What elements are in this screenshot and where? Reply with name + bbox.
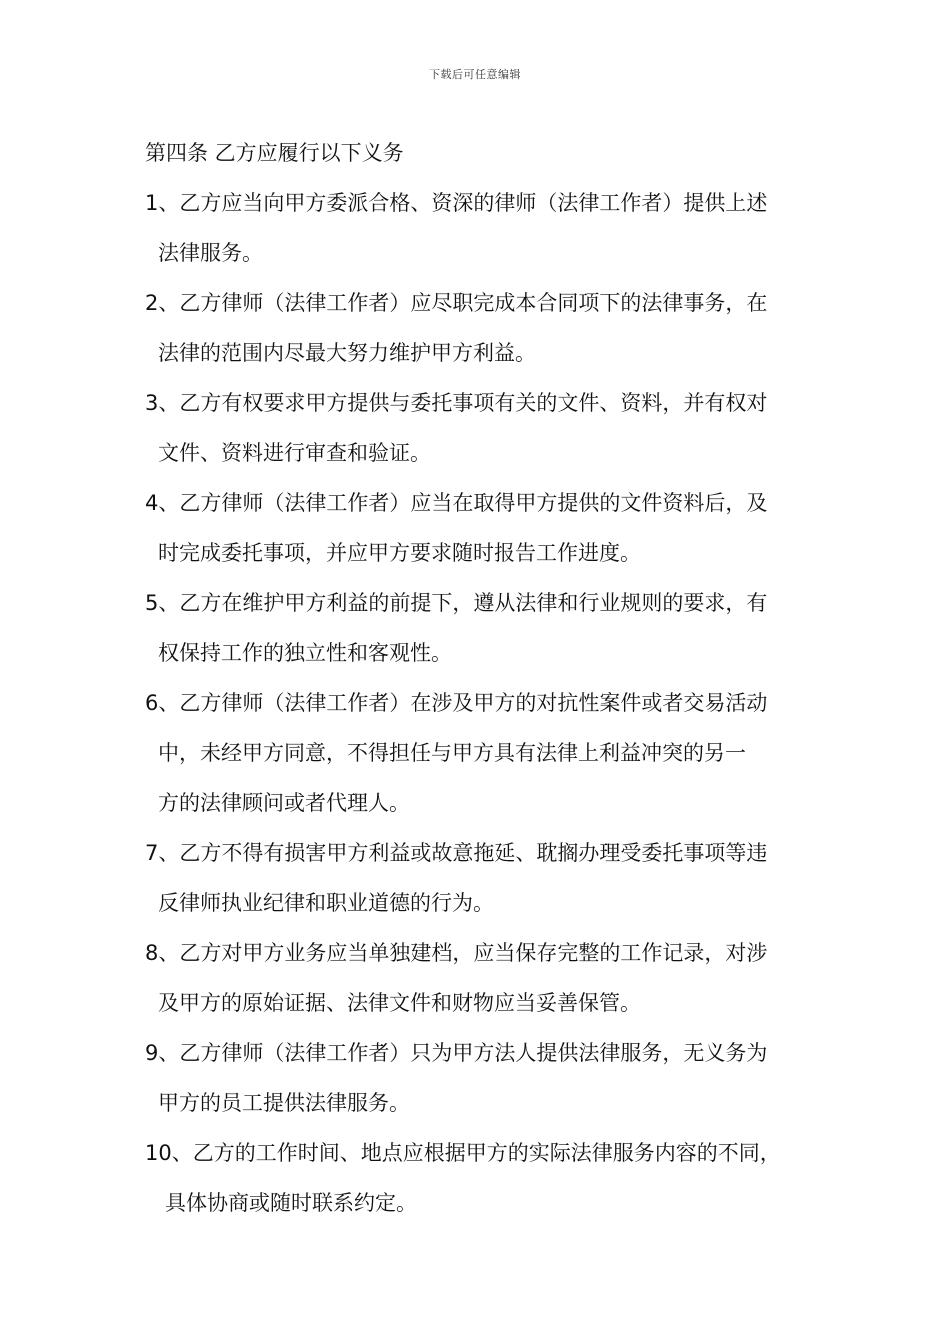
clause-line: 具体协商或随时联系约定。	[165, 1191, 417, 1215]
clause-line: 反律师执业纪律和职业道德的行为。	[158, 891, 494, 915]
clause-line: 乙方在维护甲方利益的前提下，遵从法律和行业规则的要求，有	[179, 591, 768, 615]
clause-text	[193, 1128, 810, 1178]
clause-text	[179, 178, 810, 228]
clause-line: 乙方律师（法律工作者）只为甲方法人提供法律服务，无义务为	[179, 1041, 768, 1065]
clause-text	[179, 578, 810, 628]
clause-6-cont-2	[145, 778, 810, 828]
clause-2	[145, 278, 810, 328]
article-title: 第四条 乙方应履行以下义务	[145, 141, 404, 165]
clause-number: 6、	[145, 691, 180, 715]
clause-6	[145, 678, 810, 728]
clause-7-cont	[145, 878, 810, 928]
clause-4-cont	[145, 528, 810, 578]
clause-line: 乙方律师（法律工作者）应尽职完成本合同项下的法律事务，在	[179, 291, 768, 315]
clause-line: 及甲方的原始证据、法律文件和财物应当妥善保管。	[158, 991, 641, 1015]
clause-text	[179, 928, 810, 978]
clause-line: 乙方律师（法律工作者）在涉及甲方的对抗性案件或者交易活动	[179, 691, 768, 715]
clause-number: 3、	[145, 391, 180, 415]
clause-10-cont	[145, 1178, 810, 1228]
clause-3	[145, 378, 810, 428]
clause-number: 4、	[145, 491, 180, 515]
clause-line: 乙方对甲方业务应当单独建档，应当保存完整的工作记录，对涉	[179, 941, 768, 965]
clause-text	[179, 678, 810, 728]
clause-line: 乙方有权要求甲方提供与委托事项有关的文件、资料，并有权对	[179, 391, 768, 415]
clause-number: 10、	[145, 1141, 193, 1165]
clause-text	[179, 1028, 810, 1078]
clause-number: 2、	[145, 291, 180, 315]
clause-5-cont	[145, 628, 810, 678]
clause-9-cont	[145, 1078, 810, 1128]
clause-line: 乙方不得有损害甲方利益或故意拖延、耽搁办理受委托事项等违	[179, 841, 768, 865]
clause-text	[179, 478, 810, 528]
clause-number: 8、	[145, 941, 180, 965]
clause-3-cont	[145, 428, 810, 478]
clause-7	[145, 828, 810, 878]
clause-line: 文件、资料进行审查和验证。	[158, 441, 431, 465]
clause-text	[179, 828, 810, 878]
clause-line: 方的法律顾问或者代理人。	[158, 791, 410, 815]
clause-line: 中，未经甲方同意，不得担任与甲方具有法律上利益冲突的另一	[158, 741, 746, 765]
clause-number: 9、	[145, 1041, 180, 1065]
clause-6-cont	[145, 728, 810, 778]
clause-line: 乙方的工作时间、地点应根据甲方的实际法律服务内容的不同，	[192, 1141, 781, 1165]
clause-5	[145, 578, 810, 628]
clause-text	[179, 278, 810, 328]
clause-line: 法律的范围内尽最大努力维护甲方利益。	[158, 341, 536, 365]
clause-1-cont	[145, 228, 810, 278]
clause-9	[145, 1028, 810, 1078]
clause-line: 时完成委托事项，并应甲方要求随时报告工作进度。	[158, 541, 641, 565]
page-header: 下载后可任意编辑	[429, 68, 521, 81]
clause-2-cont	[145, 328, 810, 378]
clause-line: 权保持工作的独立性和客观性。	[158, 641, 452, 665]
clause-4	[145, 478, 810, 528]
clause-line: 法律服务。	[158, 241, 263, 265]
clause-number: 1、	[145, 191, 180, 215]
clause-number: 7、	[145, 841, 180, 865]
clause-10	[145, 1128, 810, 1178]
clause-text	[179, 378, 810, 428]
clause-line: 乙方应当向甲方委派合格、资深的律师（法律工作者）提供上述	[179, 191, 768, 215]
clause-8	[145, 928, 810, 978]
clause-1	[145, 178, 810, 228]
clause-number: 5、	[145, 591, 180, 615]
document-body	[145, 128, 810, 1228]
clause-line: 甲方的员工提供法律服务。	[158, 1091, 410, 1115]
clause-line: 乙方律师（法律工作者）应当在取得甲方提供的文件资料后，及	[179, 491, 768, 515]
clause-8-cont	[145, 978, 810, 1028]
